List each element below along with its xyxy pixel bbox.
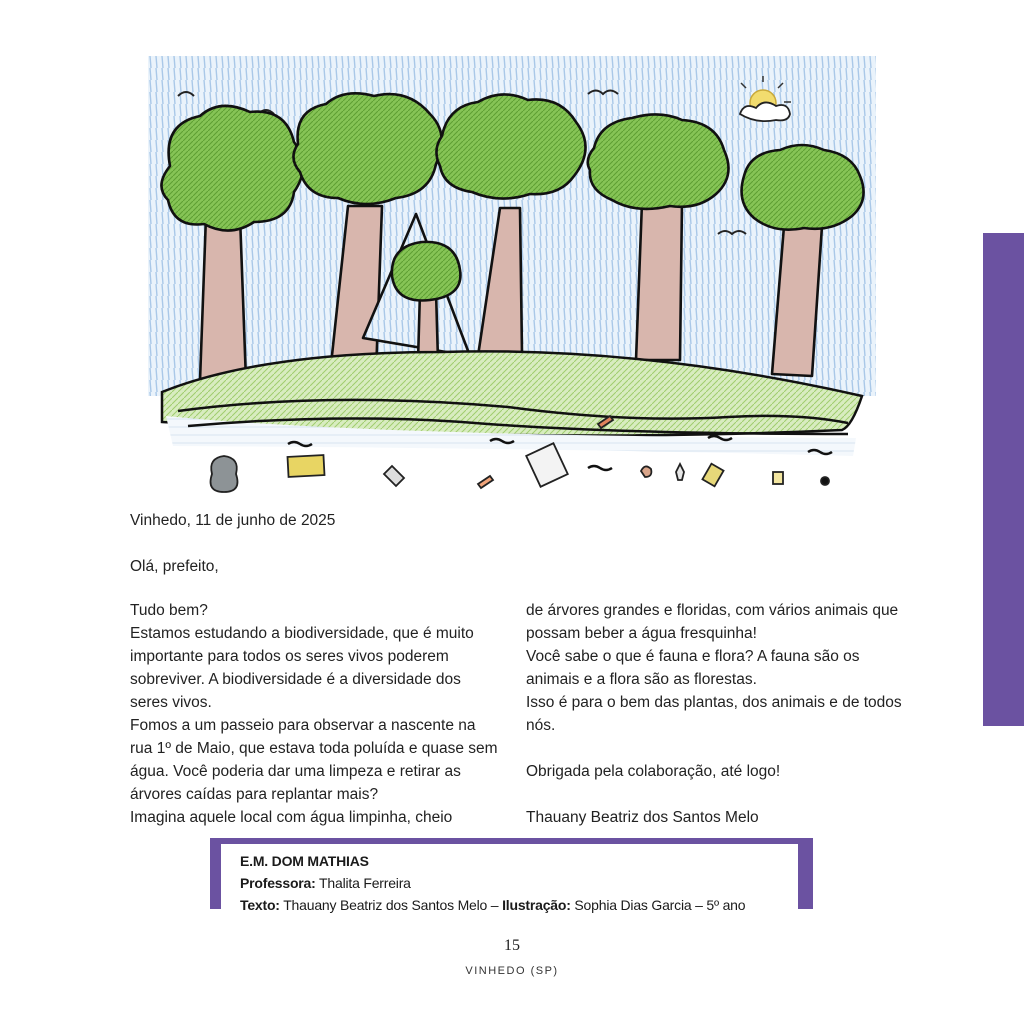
- letter-closing: Obrigada pela colaboração, até logo!: [526, 763, 781, 780]
- credits-box: [210, 838, 813, 913]
- letter-right-column: [526, 599, 906, 829]
- letter-signature: Thauany Beatriz dos Santos Melo: [526, 809, 759, 826]
- letter-paragraph: Tudo bem?: [130, 602, 208, 619]
- text-author: Thauany Beatriz dos Santos Melo –: [283, 897, 499, 913]
- illustration-author: Sophia Dias Garcia – 5º ano: [574, 897, 746, 913]
- letter-date: Vinhedo, 11 de junho de 2025: [130, 512, 336, 529]
- footer-city: VINHEDO (SP): [465, 965, 559, 977]
- teacher-label: Professora:: [240, 875, 316, 891]
- letter-paragraph: Você sabe o que é fauna e flora? A fauna são os animais e a flora são as florestas.: [526, 648, 860, 688]
- illustration-label: Ilustração:: [502, 897, 571, 913]
- letter-left-column: [130, 599, 502, 829]
- credits-inner: [221, 844, 798, 913]
- authors-credit: [240, 894, 798, 916]
- school-name: E.M. DOM MATHIAS: [240, 853, 369, 869]
- page-number: 15: [504, 937, 520, 954]
- side-color-tab: [983, 233, 1024, 726]
- teacher-name: Thalita Ferreira: [319, 875, 411, 891]
- cloud-icon: [740, 102, 790, 121]
- text-label: Texto:: [240, 897, 280, 913]
- letter-greeting: Olá, prefeito,: [130, 558, 219, 575]
- letter-paragraph: Estamos estudando a biodiversidade, que é muito importante para todos os seres vivos poderem sobreviver. A biodiversidade é a diversidade dos seres vivos.: [130, 625, 474, 711]
- teacher-credit: [240, 872, 798, 894]
- letter-paragraph: Imagina aquele local com água limpinha, cheio: [130, 809, 453, 826]
- letter-paragraph: de árvores grandes e floridas, com vários animais que possam beber a água fresquinha!: [526, 602, 899, 642]
- child-drawing-illustration: [148, 56, 876, 508]
- letter-paragraph: Fomos a um passeio para observar a nascente na rua 1º de Maio, que estava toda poluída e quase sem água. Você poderia dar uma limpeza e retirar as árvores caídas para replantar mais?: [130, 717, 498, 803]
- letter-paragraph: Isso é para o bem das plantas, dos animais e de todos nós.: [526, 694, 902, 734]
